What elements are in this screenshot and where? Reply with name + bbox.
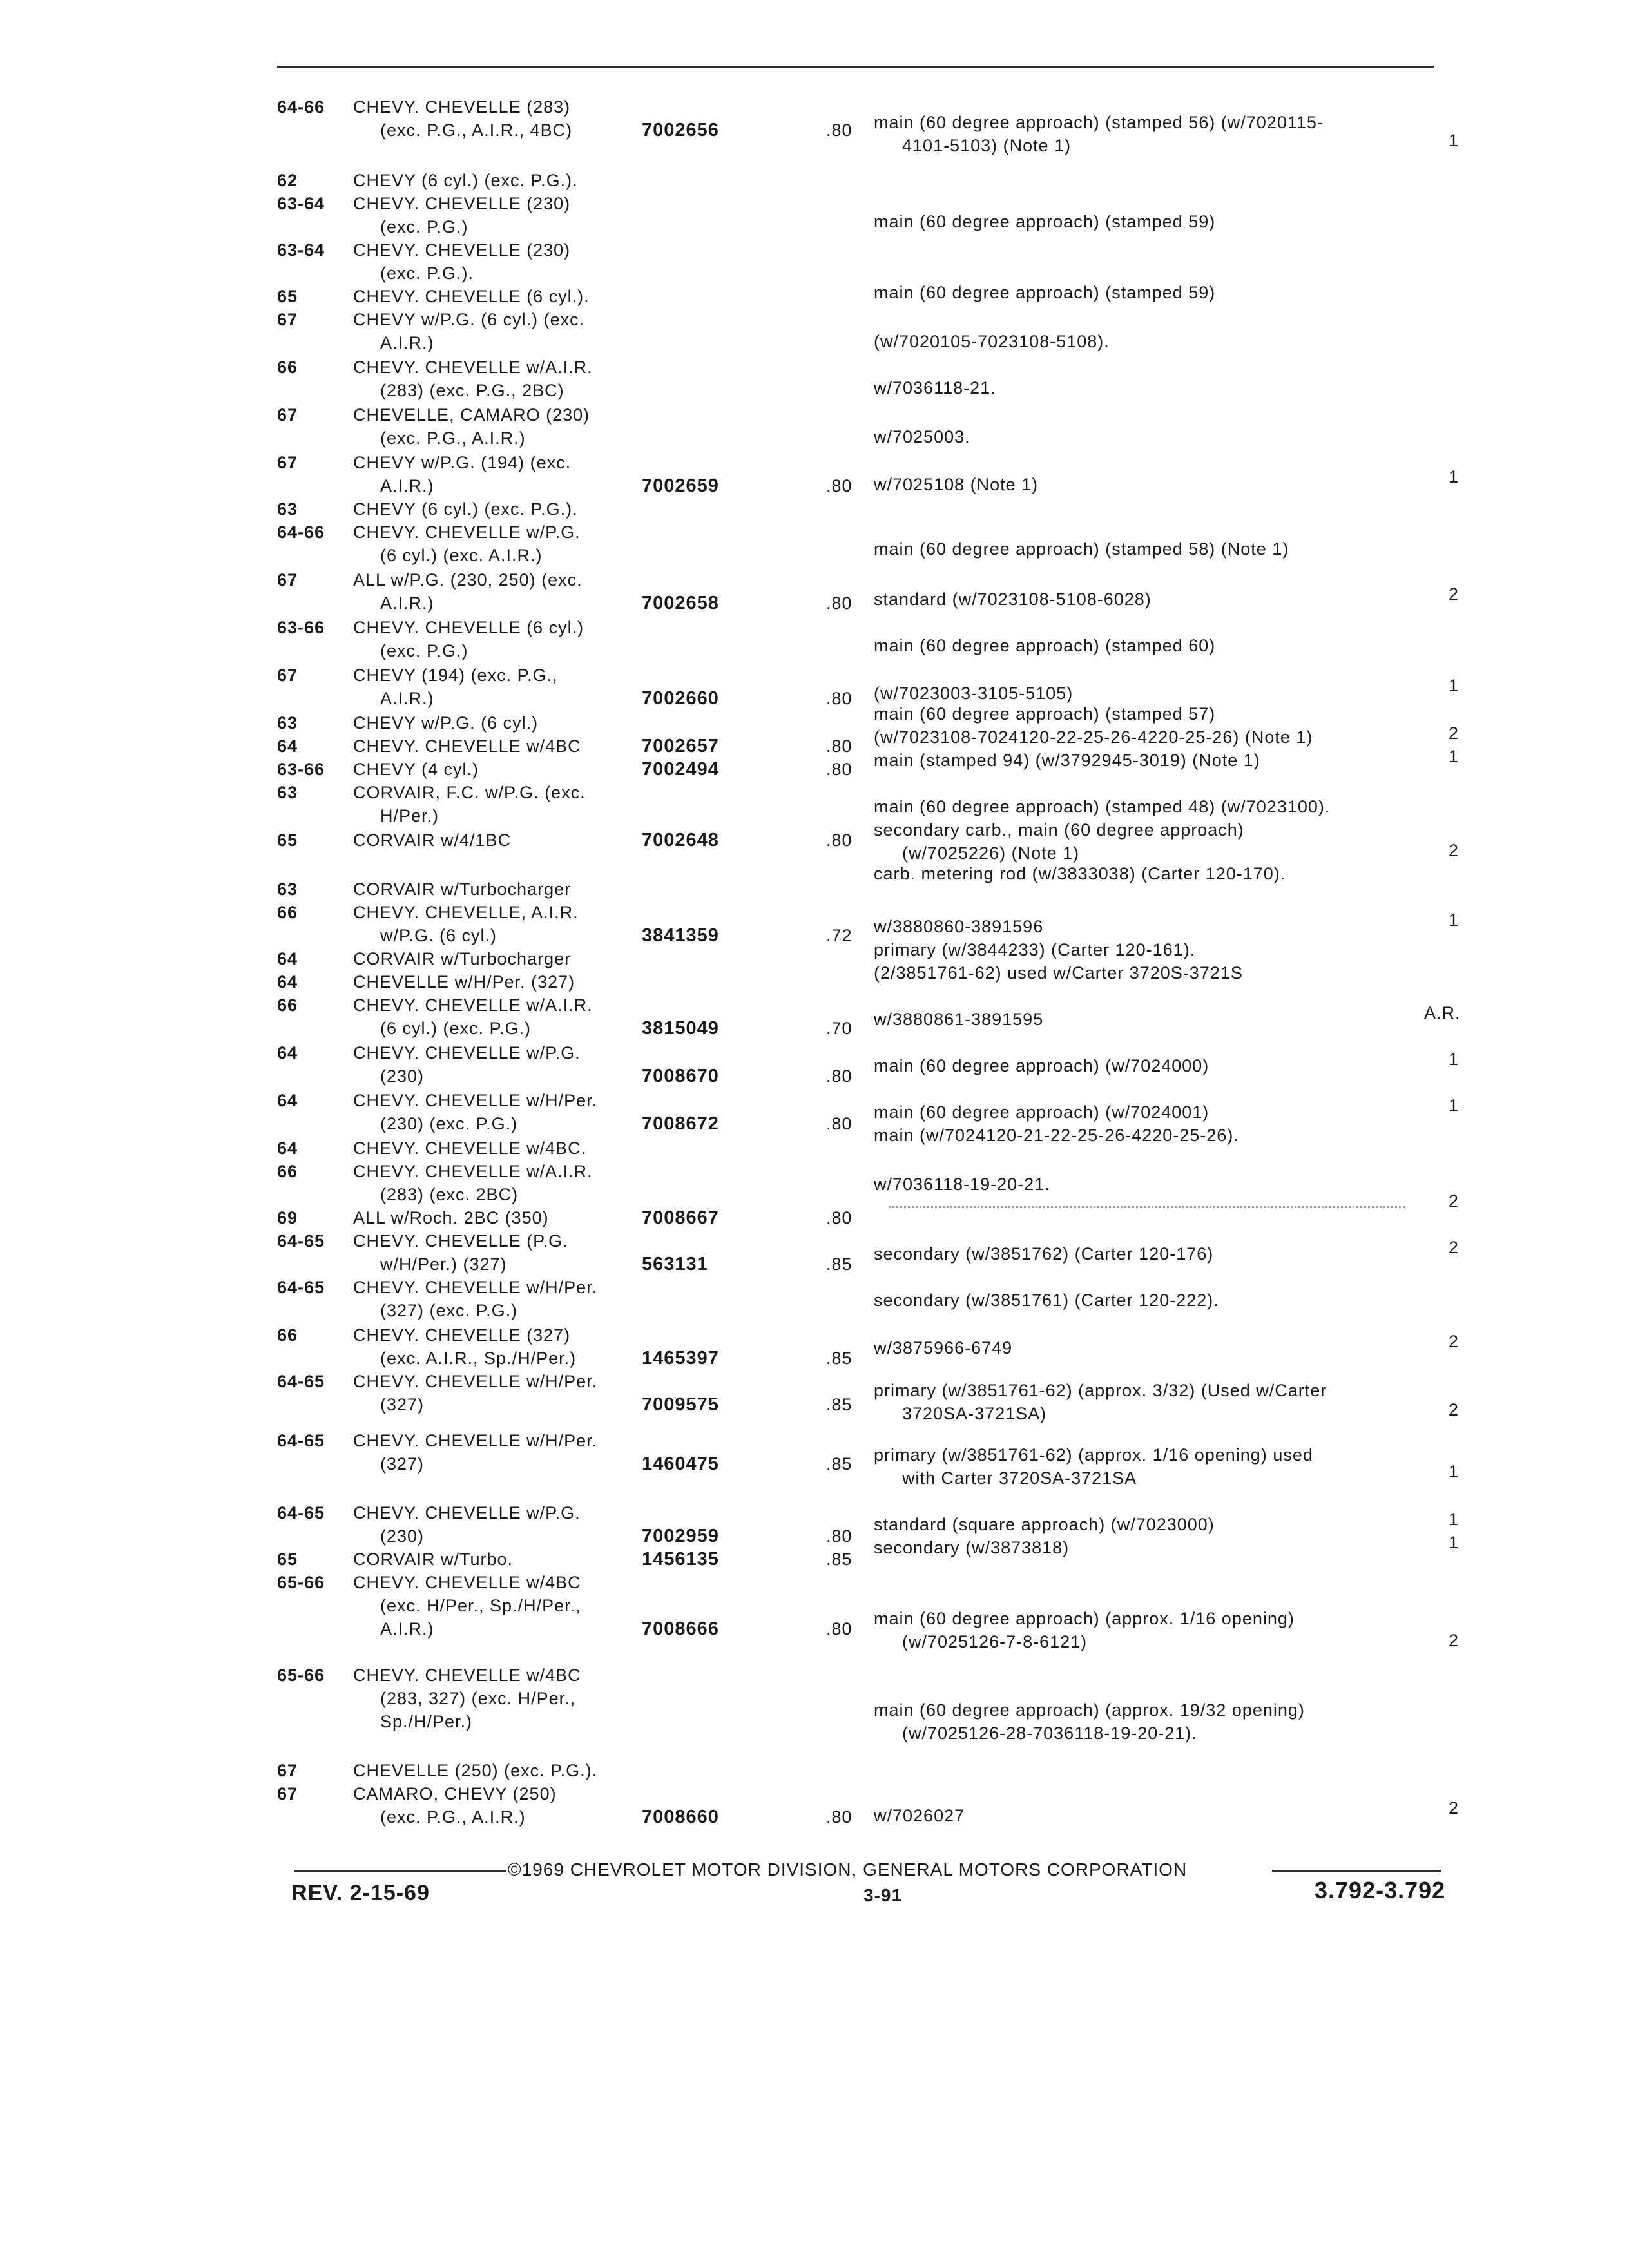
application-line: (230) (380, 1526, 425, 1546)
part-number: 7008666 (642, 1619, 719, 1639)
description-line: main (60 degree approach) (stamped 59) (874, 283, 1216, 302)
application-line: A.I.R.) (380, 333, 434, 352)
description-line: main (stamped 94) (w/3792945-3019) (Note 1) (874, 751, 1260, 770)
model-year: 66 (277, 1325, 298, 1345)
description-line: primary (w/3851761-62) (approx. 1/16 opening) used (874, 1445, 1313, 1465)
model-year: 66 (277, 358, 298, 377)
description-line: w/7025108 (Note 1) (874, 475, 1039, 494)
part-number: 563131 (642, 1254, 708, 1274)
jet-size: .80 (826, 736, 853, 756)
application-line: (283, 327) (exc. H/Per., (380, 1689, 576, 1708)
jet-size: .80 (826, 120, 853, 140)
application-line: (exc. A.I.R., Sp./H/Per.) (380, 1349, 577, 1368)
application-line: (exc. P.G., A.I.R.) (380, 428, 526, 448)
application-line: (327) (exc. P.G.) (380, 1301, 518, 1320)
part-number: 7002658 (642, 593, 719, 613)
jet-size: .80 (826, 476, 853, 495)
part-number: 1456135 (642, 1549, 719, 1570)
application-line: (327) (380, 1454, 425, 1474)
application-line: (exc. P.G.) (380, 217, 468, 236)
description-line: main (60 degree approach) (w/7024000) (874, 1056, 1210, 1075)
model-year: 63 (277, 879, 298, 899)
description-line: main (60 degree approach) (stamped 59) (874, 212, 1216, 231)
description-line: (w/7023108-7024120-22-25-26-4220-25-26) (Note 1) (874, 727, 1313, 747)
quantity: 1 (1449, 1533, 1460, 1552)
part-number: 7002656 (642, 120, 719, 140)
application-line: CHEVY (194) (exc. P.G., (353, 666, 558, 685)
footer-rule-left (294, 1870, 506, 1872)
application-line: CHEVY. CHEVELLE w/P.G. (353, 1503, 581, 1523)
application-line: CHEVY. CHEVELLE w/H/Per. (353, 1431, 598, 1450)
model-year: 66 (277, 903, 298, 922)
page-number: 3-91 (863, 1885, 903, 1905)
description-line: w/7025003. (874, 427, 970, 447)
application-line: (327) (380, 1395, 425, 1414)
application-line: CORVAIR w/Turbo. (353, 1550, 514, 1569)
quantity: 1 (1449, 747, 1460, 766)
description-line: w/7036118-19-20-21. (874, 1175, 1050, 1194)
application-line: A.I.R.) (380, 1619, 434, 1639)
jet-size: .80 (826, 593, 853, 613)
quantity: 1 (1449, 910, 1460, 930)
description-line: secondary (w/3873818) (874, 1538, 1070, 1557)
part-number: 7002494 (642, 759, 719, 780)
description-line: main (60 degree approach) (approx. 1/16 opening) (874, 1609, 1295, 1628)
description-line: w/3880860-3891596 (874, 917, 1044, 936)
quantity: 2 (1449, 1191, 1460, 1211)
model-year: 63-64 (277, 194, 325, 213)
quantity: 2 (1449, 1238, 1460, 1257)
model-year: 67 (277, 666, 298, 685)
jet-size: .80 (826, 1114, 853, 1133)
quantity: 1 (1449, 676, 1460, 695)
description-line: main (60 degree approach) (approx. 19/32 opening) (874, 1700, 1305, 1720)
part-number: 7008660 (642, 1807, 719, 1827)
model-year: 63 (277, 713, 298, 733)
model-year: 66 (277, 995, 298, 1015)
description-line: main (w/7024120-21-22-25-26-4220-25-26). (874, 1126, 1239, 1145)
quantity: 2 (1449, 1400, 1460, 1419)
model-year: 63-64 (277, 240, 325, 260)
section-number: 3.792-3.792 (1315, 1877, 1446, 1903)
jet-size: .72 (826, 926, 853, 945)
model-year: 63-66 (277, 760, 325, 779)
application-line: CHEVY. CHEVELLE w/H/Per. (353, 1372, 598, 1391)
part-number: 3841359 (642, 925, 719, 946)
application-line: CHEVY. CHEVELLE w/P.G. (353, 523, 581, 542)
model-year: 65-66 (277, 1573, 325, 1592)
model-year: 64-66 (277, 97, 325, 117)
application-line: (exc. P.G., A.I.R., 4BC) (380, 120, 573, 140)
model-year: 64-65 (277, 1431, 325, 1450)
model-year: 64 (277, 1139, 298, 1158)
description-line: (w/7020105-7023108-5108). (874, 332, 1110, 351)
description-line: secondary (w/3851761) (Carter 120-222). (874, 1291, 1219, 1310)
part-number: 7002660 (642, 688, 719, 709)
jet-size: .85 (826, 1454, 853, 1474)
description-line: (w/7023003-3105-5105) (874, 684, 1074, 703)
jet-size: .85 (826, 1550, 853, 1569)
model-year: 65 (277, 1550, 298, 1569)
description-line: secondary carb., main (60 degree approach) (874, 820, 1244, 840)
description-line: main (60 degree approach) (stamped 48) (w/7023100). (874, 797, 1331, 816)
quantity: 2 (1449, 1631, 1460, 1650)
jet-size: .70 (826, 1019, 853, 1038)
application-line: Sp./H/Per.) (380, 1712, 473, 1731)
application-line: CHEVY. CHEVELLE (327) (353, 1325, 571, 1345)
application-line: CAMARO, CHEVY (250) (353, 1784, 557, 1803)
application-line: CHEVY w/P.G. (6 cyl.) (exc. (353, 310, 585, 329)
model-year: 64 (277, 972, 298, 992)
description-line: main (60 degree approach) (stamped 57) (874, 704, 1216, 724)
model-year: 63 (277, 499, 298, 519)
application-line: CHEVY. CHEVELLE w/H/Per. (353, 1278, 598, 1297)
model-year: 66 (277, 1162, 298, 1181)
application-line: CHEVELLE w/H/Per. (327) (353, 972, 575, 992)
footer-rule-right (1272, 1870, 1441, 1872)
application-line: (283) (exc. 2BC) (380, 1185, 519, 1204)
application-line: ALL w/Roch. 2BC (350) (353, 1208, 549, 1227)
description-line: main (60 degree approach) (stamped 58) (Note 1) (874, 539, 1289, 559)
part-number: 1465397 (642, 1348, 719, 1369)
application-line: CHEVY. CHEVELLE w/P.G. (353, 1043, 581, 1062)
application-line: CHEVY. CHEVELLE w/4BC (353, 736, 581, 756)
application-line: H/Per.) (380, 806, 439, 825)
application-line: CORVAIR w/4/1BC (353, 831, 512, 850)
jet-size: .80 (826, 1619, 853, 1639)
part-number: 1460475 (642, 1454, 719, 1474)
quantity: 2 (1449, 584, 1460, 604)
application-line: CHEVY. CHEVELLE (6 cyl.) (353, 618, 584, 637)
top-rule (277, 66, 1434, 68)
quantity: 1 (1449, 1462, 1460, 1481)
application-line: (230) (380, 1066, 425, 1086)
application-line: CHEVY. CHEVELLE w/H/Per. (353, 1091, 598, 1110)
model-year: 67 (277, 570, 298, 590)
quantity: 1 (1449, 1096, 1460, 1115)
footer-copyright: ©1969 CHEVROLET MOTOR DIVISION, GENERAL MOTORS CORPORATION (508, 1860, 1188, 1879)
application-line: CORVAIR, F.C. w/P.G. (exc. (353, 783, 586, 802)
jet-size: .80 (826, 1066, 853, 1086)
application-line: (6 cyl.) (exc. P.G.) (380, 1019, 532, 1038)
description-line: secondary (w/3851762) (Carter 120-176) (874, 1244, 1214, 1264)
description-line: (w/7025126-7-8-6121) (902, 1632, 1088, 1651)
description-line: w/3875966-6749 (874, 1338, 1013, 1358)
description-line: (2/3851761-62) used w/Carter 3720S-3721S (874, 963, 1243, 983)
application-line: CORVAIR w/Turbocharger (353, 949, 572, 968)
description-line: primary (w/3851761-62) (approx. 3/32) (Used w/Carter (874, 1381, 1327, 1400)
quantity: 1 (1449, 1050, 1460, 1069)
application-line: A.I.R.) (380, 593, 434, 613)
description-line: 3720SA-3721SA) (902, 1404, 1047, 1423)
model-year: 64 (277, 1043, 298, 1062)
description-line: main (60 degree approach) (w/7024001) (874, 1102, 1210, 1122)
description-line: w/7026027 (874, 1806, 965, 1825)
application-line: (exc. P.G.) (380, 641, 468, 660)
model-year: 69 (277, 1208, 298, 1227)
model-year: 64 (277, 736, 298, 756)
model-year: 64-65 (277, 1231, 325, 1251)
model-year: 67 (277, 310, 298, 329)
application-line: CHEVY. CHEVELLE (230) (353, 240, 571, 260)
part-number: 7002657 (642, 736, 719, 756)
description-line: (w/7025126-28-7036118-19-20-21). (902, 1724, 1197, 1743)
quantity: 2 (1449, 1332, 1460, 1351)
jet-size: .85 (826, 1254, 853, 1274)
description-line: 4101-5103) (Note 1) (902, 136, 1072, 155)
application-line: CHEVY (4 cyl.) (353, 760, 479, 779)
description-line: w/7036118-21. (874, 378, 996, 398)
model-year: 62 (277, 171, 298, 190)
model-year: 64-65 (277, 1503, 325, 1523)
quantity: 1 (1449, 467, 1460, 486)
dot-leader (889, 1206, 1405, 1208)
model-year: 65 (277, 831, 298, 850)
revision-date: REV. 2-15-69 (291, 1881, 430, 1905)
application-line: CHEVY. CHEVELLE w/A.I.R. (353, 1162, 593, 1181)
application-line: CHEVY. CHEVELLE w/A.I.R. (353, 358, 593, 377)
application-line: ALL w/P.G. (230, 250) (exc. (353, 570, 583, 590)
jet-size: .80 (826, 1807, 853, 1827)
application-line: CHEVY. CHEVELLE w/4BC (353, 1573, 581, 1592)
jet-size: .80 (826, 689, 853, 708)
application-line: w/P.G. (6 cyl.) (380, 926, 497, 945)
description-line: standard (square approach) (w/7023000) (874, 1515, 1215, 1534)
application-line: CHEVY. CHEVELLE w/4BC. (353, 1139, 587, 1158)
model-year: 67 (277, 1784, 298, 1803)
quantity: A.R. (1424, 1003, 1461, 1023)
application-line: (6 cyl.) (exc. A.I.R.) (380, 546, 543, 565)
application-line: CHEVY. CHEVELLE, A.I.R. (353, 903, 579, 922)
application-line: (exc. P.G.). (380, 264, 474, 283)
jet-size: .80 (826, 1526, 853, 1546)
quantity: 2 (1449, 841, 1460, 860)
description-line: (w/7025226) (Note 1) (902, 843, 1080, 863)
application-line: (exc. P.G., A.I.R.) (380, 1807, 526, 1827)
description-line: primary (w/3844233) (Carter 120-161). (874, 940, 1196, 959)
application-line: CHEVY (6 cyl.) (exc. P.G.). (353, 171, 578, 190)
quantity: 1 (1449, 131, 1460, 150)
jet-size: .85 (826, 1395, 853, 1414)
application-line: (230) (exc. P.G.) (380, 1114, 518, 1133)
part-number: 7002648 (642, 830, 719, 850)
part-number: 7008672 (642, 1113, 719, 1134)
application-line: CHEVY. CHEVELLE (283) (353, 97, 571, 117)
model-year: 67 (277, 405, 298, 425)
jet-size: .80 (826, 760, 853, 779)
model-year: 64-65 (277, 1278, 325, 1297)
application-line: CHEVY. CHEVELLE (230) (353, 194, 571, 213)
part-number: 3815049 (642, 1018, 719, 1039)
application-line: CHEVELLE (250) (exc. P.G.). (353, 1761, 598, 1780)
application-line: A.I.R.) (380, 689, 434, 708)
part-number: 7008670 (642, 1066, 719, 1086)
application-line: CHEVY w/P.G. (6 cyl.) (353, 713, 539, 733)
model-year: 67 (277, 453, 298, 472)
jet-size: .80 (826, 1208, 853, 1227)
application-line: A.I.R.) (380, 476, 434, 495)
application-line: CORVAIR w/Turbocharger (353, 879, 572, 899)
description-line: standard (w/7023108-5108-6028) (874, 590, 1152, 609)
model-year: 64-66 (277, 523, 325, 542)
application-line: w/H/Per.) (327) (380, 1254, 507, 1274)
quantity: 2 (1449, 1798, 1460, 1818)
application-line: (exc. H/Per., Sp./H/Per., (380, 1596, 581, 1615)
application-line: CHEVY. CHEVELLE w/4BC (353, 1666, 581, 1685)
description-line: main (60 degree approach) (stamped 56) (w/7020115- (874, 113, 1324, 132)
part-number: 7002959 (642, 1526, 719, 1546)
quantity: 1 (1449, 1510, 1460, 1529)
description-line: with Carter 3720SA-3721SA (902, 1468, 1137, 1488)
application-line: (283) (exc. P.G., 2BC) (380, 381, 564, 400)
part-number: 7009575 (642, 1394, 719, 1415)
model-year: 65-66 (277, 1666, 325, 1685)
application-line: CHEVY w/P.G. (194) (exc. (353, 453, 572, 472)
description-line: carb. metering rod (w/3833038) (Carter 120-170). (874, 864, 1286, 883)
model-year: 63 (277, 783, 298, 802)
application-line: CHEVY. CHEVELLE (6 cyl.). (353, 287, 590, 306)
model-year: 63-66 (277, 618, 325, 637)
jet-size: .80 (826, 831, 853, 850)
part-number: 7002659 (642, 476, 719, 496)
application-line: CHEVY (6 cyl.) (exc. P.G.). (353, 499, 578, 519)
model-year: 67 (277, 1761, 298, 1780)
model-year: 64 (277, 1091, 298, 1110)
model-year: 65 (277, 287, 298, 306)
quantity: 2 (1449, 724, 1460, 743)
description-line: main (60 degree approach) (stamped 60) (874, 636, 1216, 655)
jet-size: .85 (826, 1349, 853, 1368)
model-year: 64 (277, 949, 298, 968)
application-line: CHEVY. CHEVELLE w/A.I.R. (353, 995, 593, 1015)
description-line: w/3880861-3891595 (874, 1010, 1044, 1029)
part-number: 7008667 (642, 1207, 719, 1228)
application-line: CHEVY. CHEVELLE (P.G. (353, 1231, 568, 1251)
model-year: 64-65 (277, 1372, 325, 1391)
application-line: CHEVELLE, CAMARO (230) (353, 405, 590, 425)
